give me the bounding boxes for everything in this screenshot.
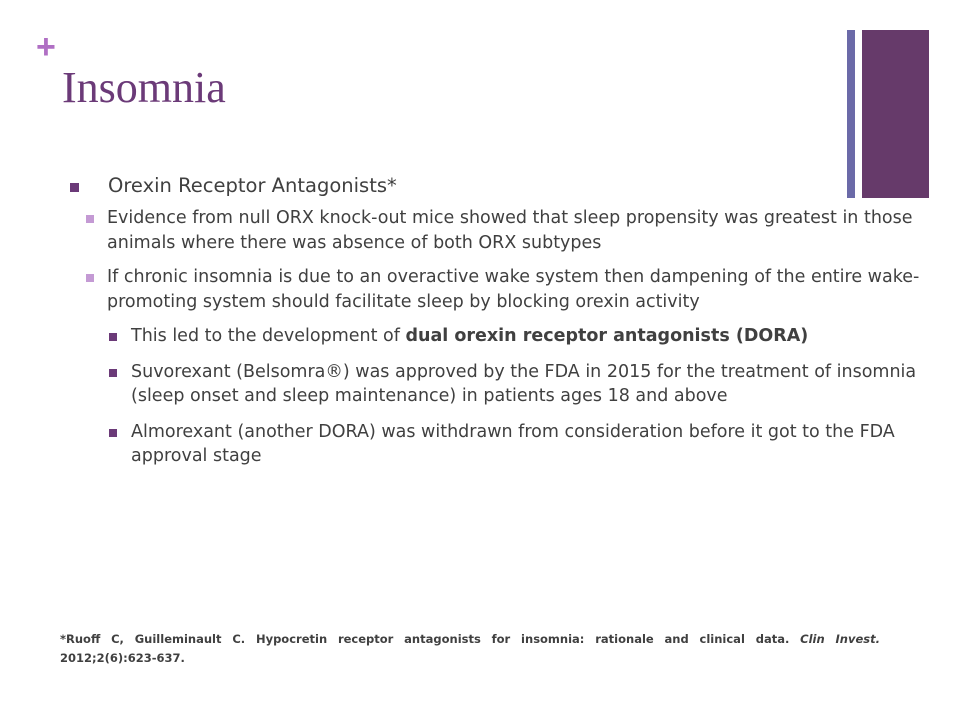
- bullet-text: Evidence from null ORX knock-out mice showed that sleep propensity was greatest in those animals where there was absence of both ORX subtypes: [107, 208, 913, 253]
- bullet-text: Orexin Receptor Antagonists*: [108, 174, 397, 197]
- square-bullet-icon: [109, 333, 117, 341]
- citation-journal: Clin Invest.: [800, 632, 880, 646]
- bullet-bold-text: dual orexin receptor antagonists (DORA): [405, 326, 809, 346]
- bullet-text: This led to the development of: [131, 326, 406, 346]
- square-bullet-icon: [70, 183, 79, 192]
- square-bullet-icon: [86, 215, 94, 223]
- bullet-text: Almorexant (another DORA) was withdrawn from consideration before it got to the FDA approval stage: [131, 421, 895, 466]
- bullet-level1: [60, 172, 920, 200]
- citation-details: 2012;2(6):623-637.: [60, 651, 185, 665]
- bullet-text: If chronic insomnia is due to an overactive wake system then dampening of the entire wake-promoting system should facilitate sleep by blocking orexin activity: [107, 267, 920, 312]
- square-bullet-icon: [109, 369, 117, 377]
- bullet-level3: [60, 360, 920, 409]
- slide-content: [60, 172, 920, 480]
- slide-title: Insomnia: [62, 63, 226, 112]
- bullet-text: Suvorexant (Belsomra®) was approved by the FDA in 2015 for the treatment of insomnia (sleep onset and sleep maintenance) in patients ages 18 and above: [131, 361, 917, 406]
- square-bullet-icon: [109, 429, 117, 437]
- citation-text: *Ruoff C, Guilleminault C. Hypocretin receptor antagonists for insomnia: rationale and clinical data.: [60, 632, 801, 646]
- square-bullet-icon: [86, 274, 94, 282]
- plus-mark: +: [36, 28, 56, 66]
- bullet-level3: [60, 324, 920, 349]
- bullet-level2: [60, 265, 920, 314]
- bullet-level2: [60, 206, 920, 255]
- citation-footnote: [60, 630, 880, 668]
- bullet-level3: [60, 420, 920, 469]
